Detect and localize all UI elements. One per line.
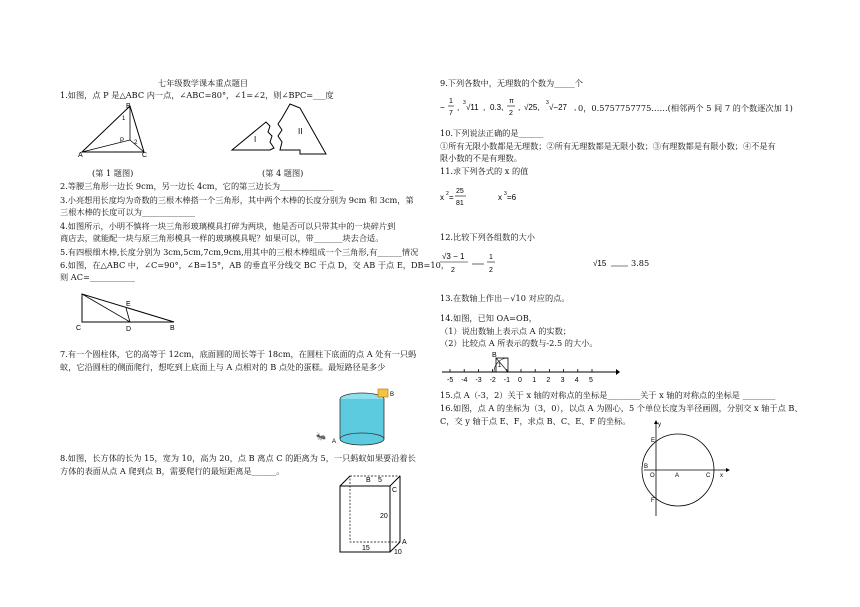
question-12-comparisons bbox=[440, 246, 660, 276]
question-9-expression-tail: 0，0.5757757775……(相邻两个 5 间 7 的个数逐次加 1) bbox=[578, 103, 793, 113]
question-14-part-1: （1）说出数轴上表示点 A 的实数； bbox=[440, 326, 571, 336]
svg-text:,: , bbox=[574, 103, 577, 112]
number-line-tick-label: 5 bbox=[589, 377, 593, 384]
svg-text:O: O bbox=[650, 473, 655, 479]
question-7-line-2: 蚁，它沿圆柱的侧面爬行，想吃到上底面上与 A 点相对的 B 点处的蛋糕。最短路径是多少 bbox=[60, 362, 386, 372]
figure-6-right-triangle bbox=[74, 290, 184, 332]
svg-text:,: , bbox=[483, 103, 486, 112]
svg-text:=6: =6 bbox=[507, 193, 517, 202]
question-4-line-1: 4.如图所示，小明不慎将一块三角形玻璃模具打碎为两块，他是否可以只带其中的一块碎片到 bbox=[60, 221, 396, 231]
number-line-tick-label: 4 bbox=[574, 377, 579, 384]
question-4-line-2: 商店去，就能配一块与原三角形模具一样的玻璃模具呢？如果可以，带_______块去合适。 bbox=[60, 233, 384, 243]
question-11: 11.求下列各式的 x 的值 bbox=[440, 166, 529, 176]
number-line-tick-label: -5 bbox=[447, 377, 454, 384]
number-line-tick-label: -1 bbox=[503, 377, 511, 384]
svg-text:1: 1 bbox=[489, 254, 493, 261]
svg-text:25: 25 bbox=[456, 188, 464, 195]
page-title: 七年级数学课本重点题目 bbox=[158, 78, 249, 88]
question-10-options-line-1: ①所有无限小数都是无理数；②所有无理数都是无限小数；③有理数都是有限小数；④不是有 bbox=[440, 141, 776, 151]
svg-text:A: A bbox=[402, 539, 407, 546]
svg-text:B: B bbox=[170, 325, 175, 332]
svg-text:1: 1 bbox=[498, 363, 502, 369]
svg-text:√25,: √25, bbox=[524, 103, 540, 112]
svg-text:F: F bbox=[651, 498, 655, 504]
svg-text:10: 10 bbox=[394, 549, 402, 556]
question-10: 10.下列说法正确的是______ bbox=[440, 128, 544, 138]
question-14-part-2: （2）比较点 A 所表示的数与-2.5 的大小。 bbox=[440, 338, 598, 348]
question-11-equations bbox=[440, 182, 560, 212]
number-line-tick-label: 0 bbox=[518, 377, 522, 384]
figure-1-triangle bbox=[78, 102, 168, 158]
svg-text:√3 − 1: √3 − 1 bbox=[442, 252, 465, 261]
svg-text:E: E bbox=[651, 438, 656, 444]
svg-text:A: A bbox=[78, 152, 83, 158]
question-10-options-line-2: 限小数的不是有理数。 bbox=[440, 153, 522, 163]
svg-text:,: , bbox=[518, 103, 521, 112]
svg-text:0.3,: 0.3, bbox=[490, 103, 504, 112]
svg-text:C: C bbox=[392, 487, 398, 494]
svg-text:B: B bbox=[390, 392, 395, 398]
number-line-tick-label: 2 bbox=[546, 377, 551, 384]
question-12: 12.比较下列各组数的大小 bbox=[440, 232, 535, 242]
question-3-line-2: 三根木棒的长度可以为_____________ bbox=[60, 207, 196, 217]
figure-8-cuboid bbox=[334, 470, 414, 558]
number-line-tick-label: 3 bbox=[560, 377, 565, 384]
question-9: 9.下列各数中，无理数的个数为_____个 bbox=[440, 78, 583, 88]
svg-text:C: C bbox=[706, 473, 711, 479]
svg-text:2: 2 bbox=[509, 110, 513, 117]
svg-text:E: E bbox=[126, 301, 131, 308]
svg-text:B: B bbox=[644, 464, 649, 470]
question-16-line-2: C，交 y 轴于点 E、F，求点 B、C、E、F 的坐标。 bbox=[440, 416, 631, 426]
svg-text:II: II bbox=[298, 127, 303, 136]
question-3-line-1: 3.小亮想用长度均为奇数的三根木棒搭一个三角形，其中两个木棒的长度分别为 9cm 和 3cm，第 bbox=[60, 195, 414, 205]
svg-text:B: B bbox=[126, 103, 131, 110]
svg-text:A: A bbox=[675, 473, 680, 479]
svg-text:C: C bbox=[76, 325, 82, 332]
svg-text:C: C bbox=[142, 152, 148, 158]
svg-text:√15: √15 bbox=[593, 259, 607, 268]
question-12-value: 3.85 bbox=[631, 258, 650, 268]
svg-text:3: 3 bbox=[546, 100, 549, 106]
svg-text:π: π bbox=[509, 98, 514, 105]
svg-text:3: 3 bbox=[504, 191, 507, 197]
svg-text:=: = bbox=[449, 193, 454, 202]
figure-16-circle bbox=[640, 420, 730, 518]
question-15: 15.点 A（-3，2）关于 x 轴的对称点的坐标是________关于 x 轴的对称点的坐标是 ________ bbox=[440, 390, 776, 400]
svg-text:A: A bbox=[332, 439, 337, 445]
svg-text:7: 7 bbox=[449, 110, 453, 117]
question-13: 13.在数轴上作出－√10 对应的点。 bbox=[440, 293, 570, 303]
question-6-line-2: 则 AC=___________ bbox=[60, 272, 135, 282]
svg-text:1: 1 bbox=[449, 98, 453, 105]
question-16-line-1: 16.如图，点 A 的坐标为（3，0），以点 A 为圆心，5 个单位长度为半径画圆，分别交 x 轴于点 B、 bbox=[440, 403, 803, 413]
svg-text:x: x bbox=[720, 473, 723, 479]
svg-text:B: B bbox=[366, 477, 371, 484]
svg-text:2: 2 bbox=[451, 267, 455, 274]
svg-text:2: 2 bbox=[446, 191, 449, 197]
number-line-tick-label: 1 bbox=[532, 377, 537, 384]
question-6-line-1: 6.如图，在△ABC 中，∠C=90°，∠B=15°，AB 的垂直平分线交 BC 于点 D，交 AB 于点 E，DB=10， bbox=[60, 260, 450, 270]
caption-figure-4: (第 4 题图) bbox=[262, 168, 304, 178]
question-14: 14.如图，已知 OA=OB， bbox=[440, 313, 537, 323]
svg-text:2: 2 bbox=[134, 140, 138, 146]
question-7-line-1: 7.有一个圆柱体，它的高等于 12cm，底面圆的周长等于 18cm，在圆柱下底面的点 A 处有一只蚂 bbox=[60, 349, 417, 359]
svg-text:🐜: 🐜 bbox=[316, 432, 326, 441]
svg-text:x: x bbox=[440, 193, 444, 202]
figure-7-cylinder bbox=[308, 385, 408, 447]
number-line-tick-label: -2 bbox=[489, 377, 496, 384]
svg-text:2: 2 bbox=[489, 267, 493, 274]
svg-text:3: 3 bbox=[463, 100, 466, 106]
svg-text:x: x bbox=[498, 193, 502, 202]
svg-text:B: B bbox=[492, 352, 497, 359]
svg-text:81: 81 bbox=[456, 200, 464, 207]
figure-4-broken-glass bbox=[230, 102, 330, 158]
svg-text:20: 20 bbox=[380, 513, 388, 520]
svg-text:5: 5 bbox=[378, 477, 382, 484]
number-line-tick-label: -4 bbox=[461, 377, 468, 384]
svg-text:P: P bbox=[120, 138, 125, 144]
question-5: 5.有四根细木棒,长度分别为 3cm,5cm,7cm,9cm,用其中的三根木棒组成一个三角形,有______情况 bbox=[60, 247, 419, 257]
number-line-tick-label: -3 bbox=[475, 377, 482, 384]
caption-figure-1: (第 1 题图) bbox=[92, 168, 134, 178]
question-8-line-1: 8.如图，长方体的长为 15，宽为 10，高为 20，点 B 离点 C 的距离为 5，一只蚂蚁如果要沿着长 bbox=[60, 453, 416, 463]
svg-text:1: 1 bbox=[122, 116, 126, 122]
svg-text:√−27: √−27 bbox=[549, 103, 567, 112]
question-2: 2.等腰三角形一边长 9cm，另一边长 4cm，它的第三边长为_____________ bbox=[60, 181, 334, 191]
question-8-line-2: 方体的表面从点 A 爬到点 B，需要爬行的最短距离是______。 bbox=[60, 466, 285, 476]
svg-text:D: D bbox=[126, 326, 132, 332]
svg-text:I: I bbox=[254, 135, 257, 144]
svg-text:,: , bbox=[457, 103, 460, 112]
svg-text:√11: √11 bbox=[466, 103, 479, 112]
svg-text:15: 15 bbox=[362, 545, 370, 552]
svg-text:−: − bbox=[440, 103, 445, 112]
question-1: 1.如图，点 P 是△ABC 内一点，∠ABC=80°，∠1=∠2，则∠BPC=___度 bbox=[60, 90, 334, 100]
number-line-figure bbox=[440, 348, 620, 386]
svg-text:y: y bbox=[658, 422, 661, 428]
